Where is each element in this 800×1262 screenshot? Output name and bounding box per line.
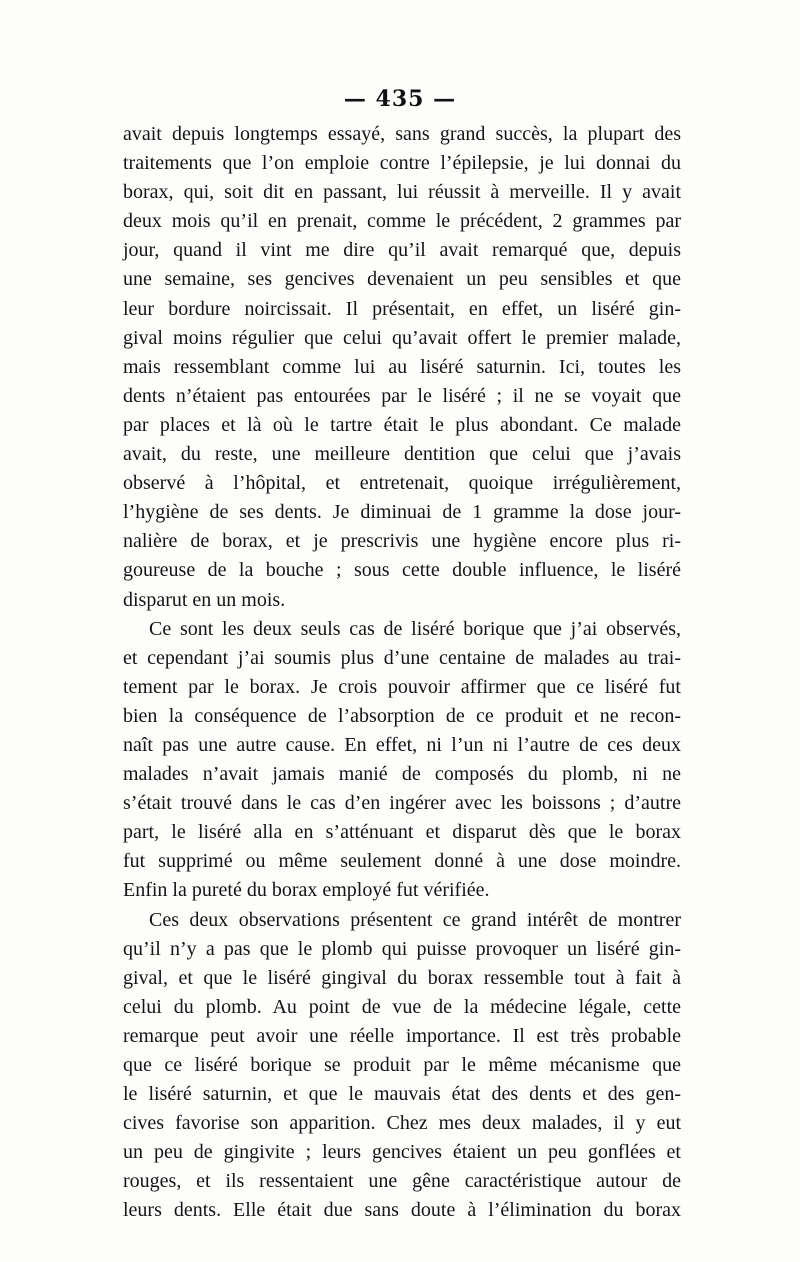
text-line: celui du plomb. Au point de vue de la médecine légale, cette <box>123 995 681 1018</box>
text-line: deux mois qu’il en prenait, comme le précédent, 2 grammes par <box>123 210 681 233</box>
text-line: fut supprimé ou même seulement donné à une dose moindre. <box>123 850 681 873</box>
text-line: rouges, et ils ressentaient une gêne caractéristique autour de <box>123 1170 681 1193</box>
text-line: dents n’étaient pas entourées par le liséré ; il ne se voyait que <box>123 384 681 407</box>
body-text <box>123 120 681 1226</box>
text-line: que ce liséré borique se produit par le même mécanisme que <box>123 1054 681 1076</box>
text-line: avait depuis longtemps essayé, sans grand succès, la plupart des <box>123 123 681 145</box>
text-line: nalière de borax, et je prescrivis une hygiène encore plus ri- <box>123 530 681 553</box>
text-line: gival, et que le liséré gingival du borax ressemble tout à fait à <box>123 966 681 989</box>
text-line: goureuse de la bouche ; sous cette double influence, le liséré <box>123 559 681 582</box>
text-line: gival moins régulier que celui qu’avait offert le premier malade, <box>123 326 681 349</box>
page-number: — 435 — <box>343 86 457 112</box>
text-line: naît pas une autre cause. En effet, ni l’un ni l’autre de ces deux <box>123 733 681 756</box>
text-line: Enfin la pureté du borax employé fut vérifiée. <box>123 879 490 902</box>
text-line: le liséré saturnin, et que le mauvais état des dents et des gen- <box>123 1083 681 1106</box>
text-line: avait, du reste, une meilleure dentition que celui que j’avais <box>123 443 681 466</box>
text-line: et cependant j’ai soumis plus d’une centaine de malades au trai- <box>123 646 681 669</box>
text-line: un peu de gingivite ; leurs gencives étaient un peu gonflées et <box>123 1141 681 1164</box>
text-line: observé à l’hôpital, et entretenait, quoique irrégulièrement, <box>123 472 681 495</box>
text-line: Ce sont les deux seuls cas de liséré borique que j’ai observés, <box>149 617 681 640</box>
text-line: cives favorise son apparition. Chez mes deux malades, il y eut <box>123 1112 681 1135</box>
text-line: borax, qui, soit dit en passant, lui réussit à merveille. Il y avait <box>123 181 681 204</box>
text-line: traitements que l’on emploie contre l’épilepsie, je lui donnai du <box>123 152 681 175</box>
text-line: par places et là où le tartre était le plus abondant. Ce malade <box>123 413 681 436</box>
text-line: une semaine, ses gencives devenaient un peu sensibles et que <box>123 268 681 291</box>
text-line: malades n’avait jamais manié de composés du plomb, ni ne <box>123 763 681 786</box>
text-line: leurs dents. Elle était due sans doute à l’élimination du borax <box>123 1199 681 1222</box>
text-line: tement par le borax. Je crois pouvoir affirmer que ce liséré fut <box>123 675 681 698</box>
text-line: Ces deux observations présentent ce grand intérêt de montrer <box>149 908 681 931</box>
text-line: leur bordure noircissait. Il présentait, en effet, un liséré gin- <box>123 297 681 320</box>
text-line: mais ressemblant comme lui au liséré saturnin. Ici, toutes les <box>123 355 681 378</box>
text-line: disparut en un mois. <box>123 588 286 611</box>
text-line: jour, quand il vint me dire qu’il avait remarqué que, depuis <box>123 239 681 262</box>
text-line: qu’il n’y a pas que le plomb qui puisse provoquer un liséré gin- <box>123 937 681 960</box>
text-line: part, le liséré alla en s’atténuant et disparut dès que le borax <box>123 821 681 844</box>
text-line: remarque peut avoir une réelle importance. Il est très probable <box>123 1024 681 1047</box>
text-line: bien la conséquence de l’absorption de ce produit et ne recon- <box>123 704 681 727</box>
text-line: l’hygiène de ses dents. Je diminuai de 1 gramme la dose jour- <box>123 501 681 524</box>
text-line: s’était trouvé dans le cas d’en ingérer avec les boissons ; d’autre <box>123 792 681 815</box>
